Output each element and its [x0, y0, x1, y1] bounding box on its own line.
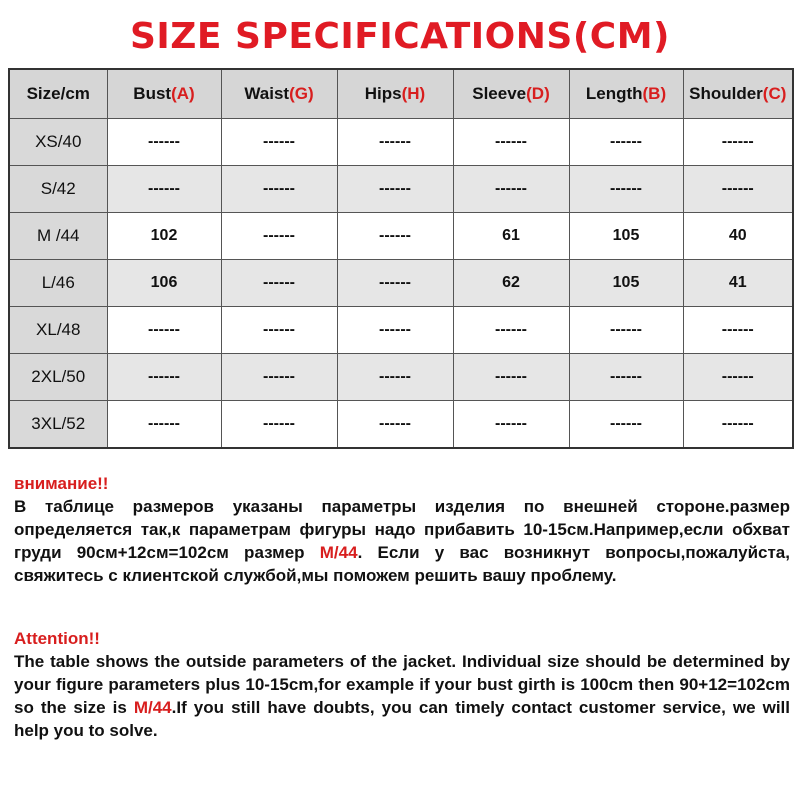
notice-english-heading: Attention!! [14, 629, 100, 648]
column-header [569, 69, 683, 119]
table-cell: ------ [107, 307, 221, 354]
column-header-name: Hips [364, 84, 402, 103]
table-cell: ------ [569, 354, 683, 401]
column-header-name: Size/cm [26, 84, 90, 103]
column-header-code: (A) [171, 84, 195, 103]
table-cell: ------ [453, 119, 569, 166]
table-cell: ------ [107, 166, 221, 213]
notice-english-text: The table shows the outside parameters of the jacket. Individual size should be determined by your figure parameters plus 10-15cm,for example if your bust girth is 100cm then 90+12=102cm so the size is [14, 652, 790, 717]
column-header-name: Length [585, 84, 643, 103]
table-cell: ------ [221, 307, 337, 354]
table-cell: ------ [569, 166, 683, 213]
column-header [337, 69, 453, 119]
table-cell: ------ [107, 119, 221, 166]
size-table [8, 68, 794, 449]
table-cell: ------ [569, 401, 683, 449]
table-cell: ------ [683, 119, 793, 166]
notice-english-size-highlight: M/44 [133, 698, 172, 717]
column-header [9, 69, 107, 119]
column-header [107, 69, 221, 119]
table-cell: ------ [569, 119, 683, 166]
column-header-code: (G) [289, 84, 314, 103]
column-header-code: (H) [401, 84, 426, 103]
column-header-name: Waist [244, 84, 290, 103]
table-cell: ------ [453, 307, 569, 354]
size-label: XS/40 [9, 119, 107, 166]
column-header [221, 69, 337, 119]
table-cell: 102 [107, 213, 221, 260]
column-header-code: (B) [642, 84, 667, 103]
column-header-name: Shoulder [689, 84, 763, 103]
table-cell: 61 [453, 213, 569, 260]
table-row [9, 307, 793, 354]
table-cell: ------ [221, 401, 337, 449]
table-cell: 41 [683, 260, 793, 307]
notice-english [14, 627, 790, 742]
table-cell: ------ [337, 213, 453, 260]
size-label: XL/48 [9, 307, 107, 354]
size-label: 3XL/52 [9, 401, 107, 449]
notice-russian-heading: внимание!! [14, 474, 109, 493]
table-cell: ------ [683, 307, 793, 354]
size-label: S/42 [9, 166, 107, 213]
table-cell: ------ [221, 260, 337, 307]
table-cell: ------ [453, 401, 569, 449]
table-cell: 62 [453, 260, 569, 307]
table-cell: 40 [683, 213, 793, 260]
notice-english-text-end: .If you still have doubts, you can timely contact customer service, we will help you to solve. [14, 698, 790, 740]
table-row [9, 119, 793, 166]
table-cell: ------ [107, 401, 221, 449]
table-cell: ------ [337, 401, 453, 449]
table-cell: ------ [337, 260, 453, 307]
table-row [9, 354, 793, 401]
table-cell: ------ [569, 307, 683, 354]
table-cell: 106 [107, 260, 221, 307]
table-row [9, 260, 793, 307]
notice-russian [14, 472, 790, 587]
table-cell: ------ [337, 119, 453, 166]
table-cell: 105 [569, 213, 683, 260]
table-cell: ------ [683, 166, 793, 213]
table-cell: ------ [683, 354, 793, 401]
size-label: M /44 [9, 213, 107, 260]
column-header-name: Bust [133, 84, 172, 103]
table-cell: ------ [337, 307, 453, 354]
table-row [9, 401, 793, 449]
table-cell: ------ [221, 166, 337, 213]
table-cell: 105 [569, 260, 683, 307]
table-cell: ------ [453, 354, 569, 401]
column-header-name: Sleeve [472, 84, 527, 103]
table-cell: ------ [221, 213, 337, 260]
page-title: SIZE SPECIFICATIONS(CM) [129, 16, 670, 57]
table-cell: ------ [107, 354, 221, 401]
table-cell: ------ [453, 166, 569, 213]
table-header-row [9, 69, 793, 119]
size-label: L/46 [9, 260, 107, 307]
column-header [683, 69, 793, 119]
column-header-code: (C) [762, 84, 787, 103]
table-cell: ------ [221, 354, 337, 401]
table-row [9, 166, 793, 213]
table-cell: ------ [221, 119, 337, 166]
table-cell: ------ [683, 401, 793, 449]
column-header-code: (D) [526, 84, 550, 103]
notice-russian-text-end: . Если у вас возникнут вопросы,пожалуйста, свяжитесь с клиентской службой,мы поможем решить вашу проблему. [14, 543, 790, 585]
table-row [9, 213, 793, 260]
size-label: 2XL/50 [9, 354, 107, 401]
notice-russian-size-highlight: M/44 [319, 543, 358, 562]
column-header [453, 69, 569, 119]
table-cell: ------ [337, 166, 453, 213]
notice-russian-text: В таблице размеров указаны параметры изделия по внешней стороне.размер определяется так,к параметрам фигуры надо прибавить 10-15см.Например,если обхват груди 90см+12см=102см размер [14, 497, 790, 562]
table-cell: ------ [337, 354, 453, 401]
